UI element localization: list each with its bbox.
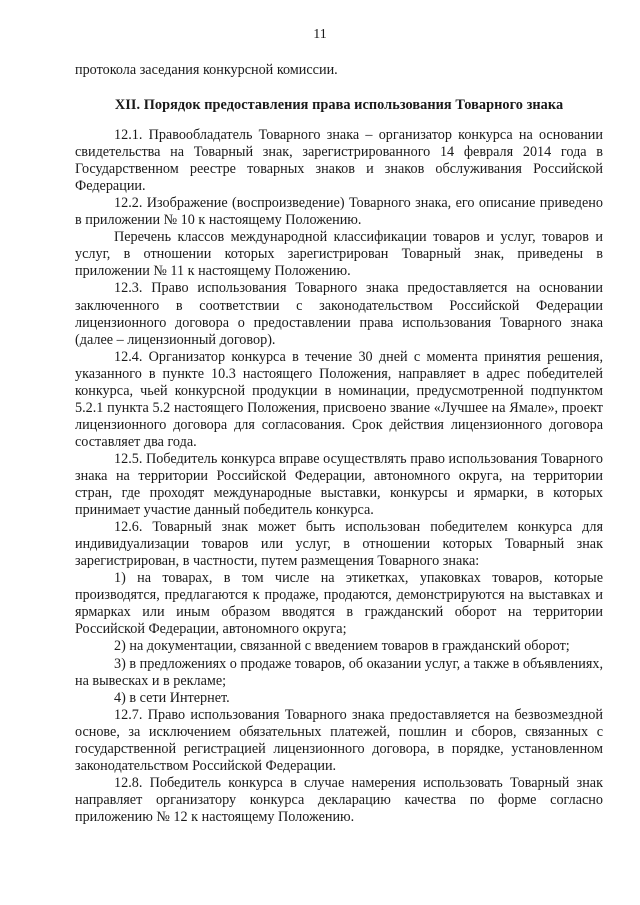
page-number: 11 — [313, 27, 327, 42]
paragraph-12-5: 12.5. Победитель конкурса вправе осуществлять право использования Товарного знака на территории Российской Федерации, автономного округа, на территории стран, где проходят международные выставки, конкурсы и ярмарки, в которых принимает участие данный победитель конкурса. — [75, 450, 603, 519]
paragraph-12-2: 12.2. Изображение (воспроизведение) Товарного знака, его описание приведено в приложении № 10 к настоящему Положению. — [75, 195, 603, 229]
list-item-1: 1) на товарах, в том числе на этикетках, упаковках товаров, которые производятся, предлагаются к продаже, продаются, демонстрируются на выставках и ярмарках или иным образом вводятся в гражданский оборот на территории Российской Федерации, автономного округа; — [75, 570, 603, 638]
paragraph-12-6: 12.6. Товарный знак может быть использован победителем конкурса для индивидуализации товаров или услуг, в отношении которых Товарный знак зарегистрирован, в частности, путем размещения Товарного знака: — [75, 519, 603, 570]
list-item-2: 2) на документации, связанной с введением товаров в гражданский оборот; — [114, 638, 570, 655]
list-item-4: 4) в сети Интернет. — [114, 689, 230, 706]
paragraph-12-1: 12.1. Правообладатель Товарного знака – организатор конкурса на основании свидетельства на Товарный знак, зарегистрированного 14 февраля 2014 года в Государственном реестре товарных знаков и знаков обслуживания Российской Федерации. — [75, 127, 603, 195]
paragraph-12-8: 12.8. Победитель конкурса в случае намерения использовать Товарный знак направляет организатору конкурса декларацию качества по форме согласно приложению № 12 к настоящему Положению. — [75, 774, 603, 825]
paragraph-classes-list: Перечень классов международной классификации товаров и услуг, товаров и услуг, в отношении которых зарегистрирован Товарный знак, приведены в приложении № 11 к настоящему Положению. — [75, 229, 603, 280]
paragraph-12-3: 12.3. Право использования Товарного знака предоставляется на основании заключенного в соответствии с законодательством Российской Федерации лицензионного договора о предоставлении права использования Товарного знака (далее – лицензионный договор). — [75, 280, 603, 348]
continuation-text: протокола заседания конкурсной комиссии. — [75, 62, 338, 78]
section-title: XII. Порядок предоставления права использования Товарного знака — [114, 97, 564, 114]
paragraph-12-4: 12.4. Организатор конкурса в течение 30 дней с момента принятия решения, указанного в пункте 10.3 настоящего Положения, направляет в адрес победителей конкурса, чьей конкурсной продукции в номинации, предусмотренной подпунктом 5.2.1 пункта 5.2 настоящего Положения, присвоено звание «Лучшее на Ямале», проект лицензионного договора для согласования. Срок действия лицензионного договора составляет два года. — [75, 348, 603, 450]
paragraph-12-7: 12.7. Право использования Товарного знака предоставляется на безвозмездной основе, за исключением обязательных платежей, пошлин и сборов, связанных с государственной регистрацией лицензионного договора, в порядке, установленном законодательством Российской Федерации. — [75, 706, 603, 774]
document-body — [75, 62, 603, 826]
list-item-3: 3) в предложениях о продаже товаров, об оказании услуг, а также в объявлениях, на вывесках и в рекламе; — [75, 655, 603, 689]
